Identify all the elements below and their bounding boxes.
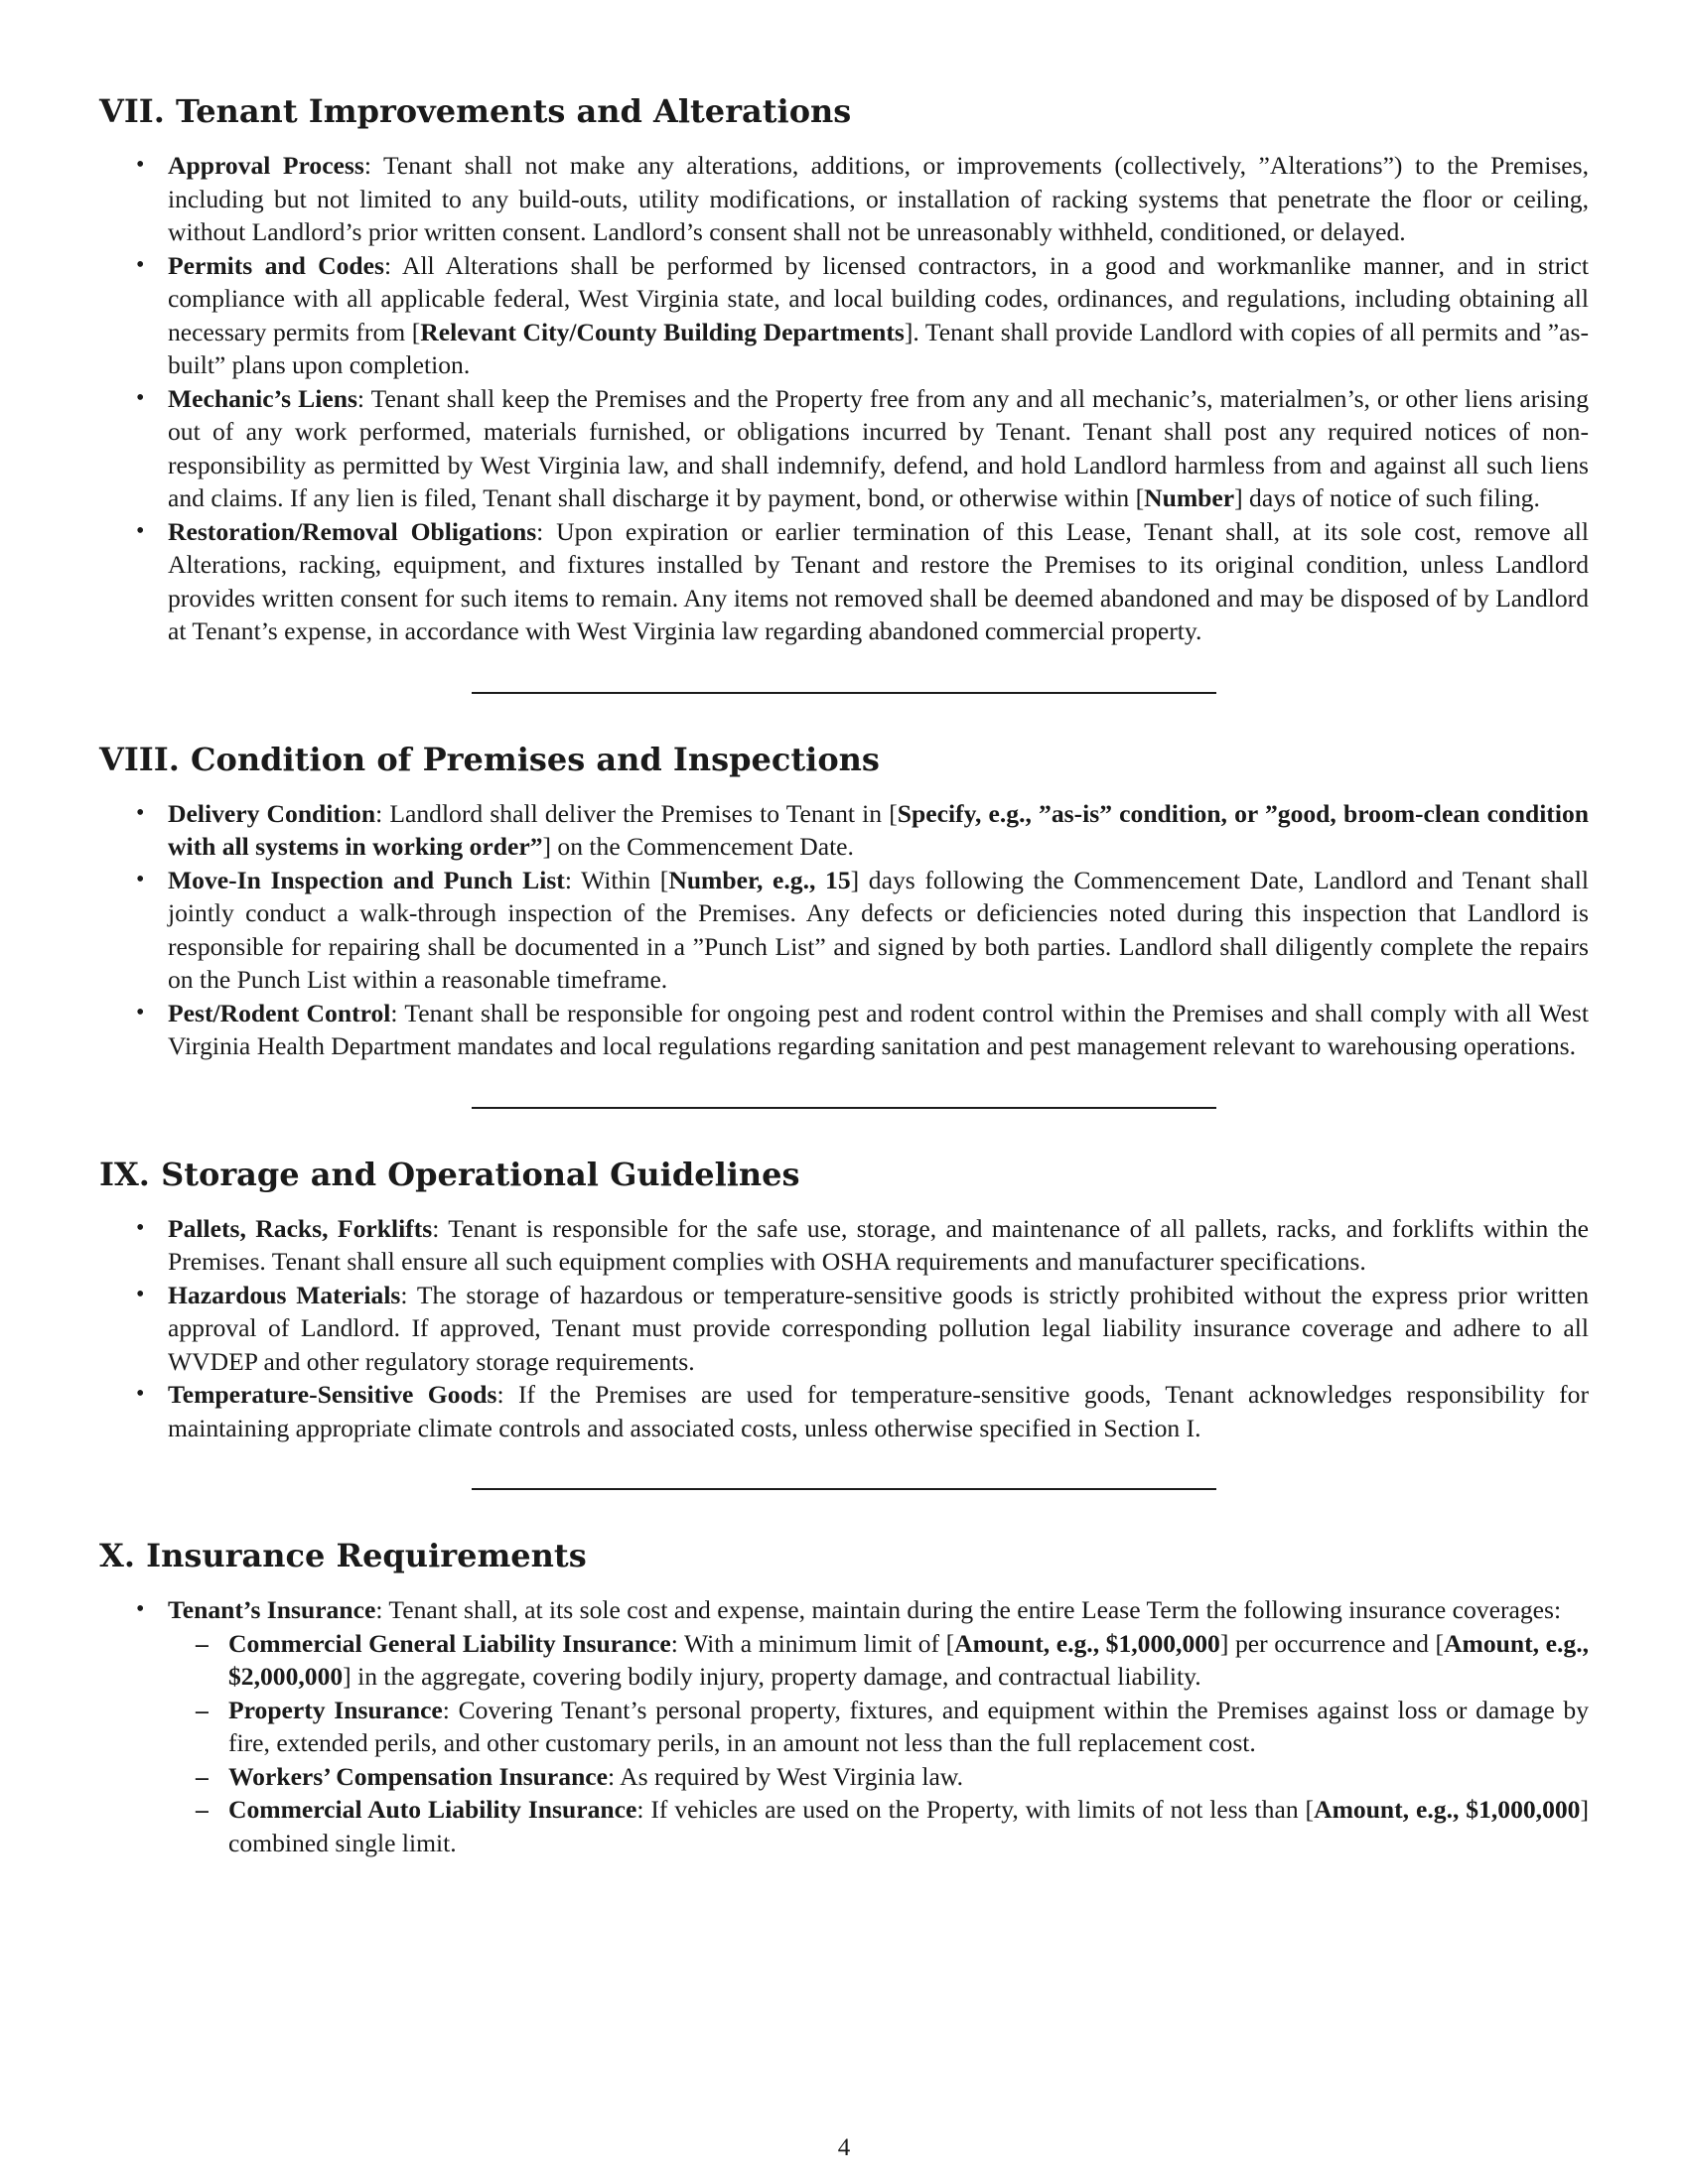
item-text: ] combined single limit. (228, 1795, 1589, 1857)
item-title: Commercial Auto Liability Insurance (228, 1795, 637, 1824)
list-item-permits-and-codes (99, 249, 1589, 382)
placeholder-text: Relevant City/County Building Departments (420, 317, 905, 346)
item-text: : Upon expiration or earlier termination of this Lease, Tenant shall, at its sole cost, remove all Alterations, racking, equipment, and fixtures installed by Tenant and restore the Premises to its original condition, unless Landlord provides written consent for such items to remain. Any items not removed shall be deemed abandoned and may be disposed of by Landlord at Tenant’s expense, in accordance with West Virginia law regarding abandoned commercial property. (168, 516, 1589, 645)
item-title: Move-In Inspection and Punch List (168, 865, 565, 894)
list-item-restoration-removal (99, 515, 1589, 648)
item-title: Pallets, Racks, Forklifts (168, 1213, 433, 1243)
placeholder-text: Specify, e.g., ”as-is” condition, or ”good, broom-clean condition with all systems in working order” (168, 798, 1589, 861)
item-title: Restoration/Removal Obligations (168, 516, 537, 546)
item-title: Approval Process (168, 151, 364, 180)
item-title: Temperature-Sensitive Goods (168, 1380, 497, 1409)
item-text: : If the Premises are used for temperature-sensitive goods, Tenant acknowledges responsibility for maintaining appropriate climate controls and associated costs, unless otherwise specified in Section I. (168, 1380, 1589, 1442)
list-item-delivery-condition (99, 797, 1589, 864)
item-text: : With a minimum limit of [ (670, 1628, 955, 1658)
item-title: Commercial General Liability Insurance (228, 1628, 671, 1658)
item-title: Hazardous Materials (168, 1280, 401, 1309)
item-text: : Tenant shall, at its sole cost and expense, maintain during the entire Lease Term the following insurance coverages: (375, 1595, 1562, 1624)
sub-list (168, 1627, 1589, 1860)
list-item-temperature-sensitive-goods (99, 1378, 1589, 1444)
sub-item-commercial-auto (168, 1793, 1589, 1859)
sub-item-property-insurance (168, 1694, 1589, 1760)
placeholder-text: Amount, e.g., $1,000,000 (1314, 1795, 1581, 1824)
item-text: : If vehicles are used on the Property, with limits of not less than [ (636, 1795, 1315, 1824)
page-number: 4 (837, 2134, 851, 2161)
item-text: ] days of notice of such filing. (1234, 483, 1540, 512)
section-heading: X. Insurance Requirements (99, 1537, 587, 1574)
item-text: : Tenant shall not make any alterations, additions, or improvements (collectively, ”Alterations”) to the Premises, including but not limited to any build-outs, utility modifications, or installation of racking systems that penetrate the floor or ceiling, without Landlord’s prior written consent. Landlord’s consent shall not be unreasonably withheld, conditioned, or delayed. (168, 151, 1590, 246)
item-text: : As required by West Virginia law. (608, 1761, 964, 1791)
item-text: : Landlord shall deliver the Premises to Tenant in [ (375, 798, 898, 828)
item-text: : Within [ (564, 865, 669, 894)
section-condition-of-premises (99, 740, 1589, 1063)
item-title: Tenant’s Insurance (168, 1595, 376, 1624)
section-heading: IX. Storage and Operational Guidelines (99, 1155, 800, 1193)
item-title: Property Insurance (228, 1695, 443, 1724)
item-text: ] in the aggregate, covering bodily injury, property damage, and contractual liability. (343, 1662, 1201, 1691)
list-item-mechanics-liens (99, 382, 1589, 515)
item-text: : Tenant shall keep the Premises and the Property free from any and all mechanic’s, materialmen’s, or other liens arising out of any work performed, materials furnished, or obligations incurred by Tenant. Tenant shall post any required notices of non-responsibility as permitted by West Virginia law, and shall indemnify, defend, and hold Landlord harmless from and against all such liens and claims. If any lien is filed, Tenant shall discharge it by payment, bond, or otherwise within [ (168, 383, 1589, 512)
item-text: : Tenant is responsible for the safe use, storage, and maintenance of all pallets, racks, and forklifts within the Premises. Tenant shall ensure all such equipment complies with OSHA requirements and manufacturer specifications. (168, 1213, 1589, 1276)
item-text: ] on the Commencement Date. (542, 832, 854, 861)
list-item-approval-process (99, 149, 1589, 249)
list-item-move-in-inspection (99, 864, 1589, 997)
item-title: Workers’ Compensation Insurance (228, 1761, 609, 1791)
item-title: Delivery Condition (168, 798, 376, 828)
list-item-hazardous-materials (99, 1279, 1589, 1379)
item-text: : All Alterations shall be performed by licensed contractors, in a good and workmanlike manner, and in strict compliance with all applicable federal, West Virginia state, and local building codes, ordinances, and regulations, including obtaining all necessary permits from [ (168, 250, 1589, 346)
item-text: ] days following the Commencement Date, Landlord and Tenant shall jointly conduct a walk-through inspection of the Premises. Any defects or deficiencies noted during this inspection that Landlord is responsible for repairing shall be documented in a ”Punch List” and signed by both parties. Landlord shall diligently complete the repairs on the Punch List within a reasonable timeframe. (168, 865, 1590, 994)
item-text: : Tenant shall be responsible for ongoing pest and rodent control within the Premises and shall comply with all West Virginia Health Department mandates and local regulations regarding sanitation and pest management relevant to warehousing operations. (168, 998, 1589, 1060)
section-storage-guidelines (99, 1155, 1589, 1445)
item-title: Permits and Codes (168, 250, 384, 280)
list-item-pallets-racks-forklifts (99, 1212, 1589, 1279)
placeholder-text: Amount, e.g., $2,000,000 (228, 1628, 1589, 1691)
page-content (99, 91, 1589, 1859)
item-text: : Covering Tenant’s personal property, fixtures, and equipment within the Premises against loss or damage by fire, extended perils, and other customary perils, in an amount not less than the full replacement cost. (228, 1695, 1589, 1757)
bullet-list (99, 1212, 1589, 1445)
list-item-tenants-insurance (99, 1593, 1589, 1859)
item-title: Pest/Rodent Control (168, 998, 391, 1027)
list-item-pest-rodent-control (99, 997, 1589, 1063)
item-title: Mechanic’s Liens (168, 383, 357, 413)
bullet-list (99, 149, 1589, 648)
bullet-list (99, 1593, 1589, 1859)
section-insurance-requirements (99, 1536, 1589, 1859)
section-heading: VII. Tenant Improvements and Alterations (99, 92, 852, 130)
item-text: ]. Tenant shall provide Landlord with copies of all permits and ”as-built” plans upon completion. (168, 317, 1589, 379)
bullet-list (99, 797, 1589, 1063)
item-text: : The storage of hazardous or temperature-sensitive goods is strictly prohibited without the express prior written approval of Landlord. If approved, Tenant must provide corresponding pollution legal liability insurance coverage and adhere to all WVDEP and other regulatory storage requirements. (168, 1280, 1589, 1376)
placeholder-text: Number, e.g., 15 (668, 865, 851, 894)
sub-item-workers-compensation (168, 1760, 1589, 1794)
item-text: ] per occurrence and [ (1219, 1628, 1445, 1658)
section-heading: VIII. Condition of Premises and Inspections (99, 740, 880, 778)
placeholder-text: Number (1144, 483, 1235, 512)
placeholder-text: Amount, e.g., $1,000,000 (954, 1628, 1220, 1658)
sub-item-general-liability (168, 1627, 1589, 1694)
section-tenant-improvements (99, 91, 1589, 648)
